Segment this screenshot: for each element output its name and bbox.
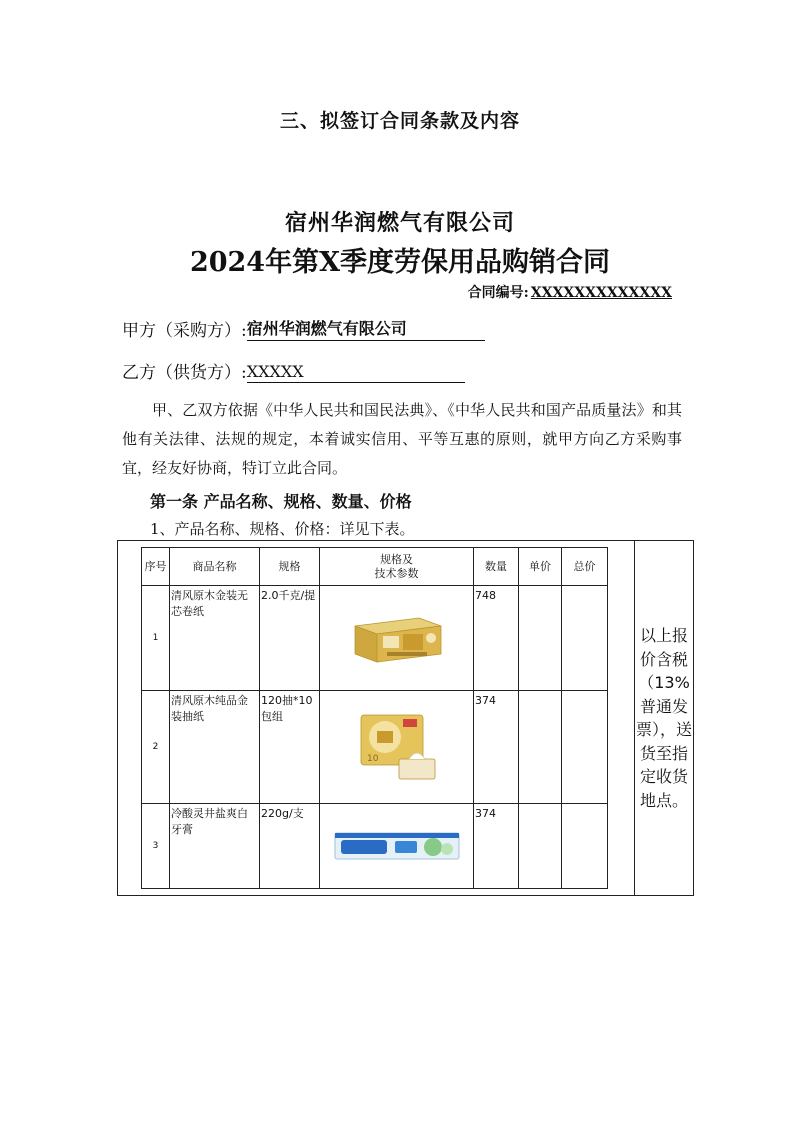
contract-number	[468, 282, 672, 302]
party-a-label: 甲方（采购方）:	[122, 321, 247, 341]
table-row	[142, 804, 608, 889]
party-b-value: XXXXX	[247, 362, 465, 383]
toilet-roll-pack-icon	[349, 612, 445, 664]
party-a-value: 宿州华润燃气有限公司	[247, 316, 485, 341]
table-frame-divider	[634, 540, 635, 896]
header-index: 序号	[142, 548, 170, 586]
row-unit-price	[519, 804, 562, 889]
header-unit-price: 单价	[519, 548, 562, 586]
row-spec: 120抽*10包组	[260, 691, 320, 804]
row-total-price	[562, 586, 608, 691]
contract-number-label: 合同编号:	[467, 285, 529, 301]
row-name: 清风原木纯品金装抽纸	[170, 691, 260, 804]
row-quantity: 374	[474, 804, 519, 889]
header-total-price: 总价	[562, 548, 608, 586]
header-tech-line1: 规格及	[380, 552, 413, 566]
row-spec: 2.0千克/提	[260, 586, 320, 691]
tissue-pack-icon	[320, 691, 474, 804]
company-name: 宿州华润燃气有限公司	[284, 210, 515, 236]
row-name: 冷酸灵井盐爽白牙膏	[170, 804, 260, 889]
contract-title: 2024年第X季度劳保用品购销合同	[189, 247, 611, 278]
party-b-label: 乙方（供货方）:	[122, 363, 247, 383]
table-row	[142, 691, 608, 804]
toothpaste-icon	[333, 829, 461, 863]
table-header-row	[142, 548, 608, 586]
header-name: 商品名称	[170, 548, 260, 586]
clause-1: 1、产品名称、规格、价格：详见下表。	[150, 520, 415, 538]
row-spec: 220g/支	[260, 804, 320, 889]
toothpaste-icon	[320, 804, 474, 889]
row-unit-price	[519, 586, 562, 691]
intro-paragraph: 甲、乙双方依据《中华人民共和国民法典》、《中华人民共和国产品质量法》和其他有关法律、法规的规定，本着诚实信用、平等互惠的原则，就甲方向乙方采购事宜，经友好协商，特订立此合同。	[122, 401, 682, 477]
article-1-title: 第一条 产品名称、规格、数量、价格	[150, 492, 412, 511]
header-spec: 规格	[260, 548, 320, 586]
header-quantity: 数量	[474, 548, 519, 586]
row-total-price	[562, 691, 608, 804]
tissue-pack-icon	[353, 709, 441, 785]
header-tech-line2: 技术参数	[374, 566, 419, 580]
row-unit-price	[519, 691, 562, 804]
row-index: 2	[142, 691, 170, 804]
contract-number-value: XXXXXXXXXXXXX	[530, 285, 672, 301]
toilet-roll-pack-icon	[320, 586, 474, 691]
section-heading: 三、拟签订合同条款及内容	[279, 110, 520, 132]
party-a-row	[122, 316, 485, 341]
svg-text:10: 10	[366, 754, 378, 764]
row-quantity: 748	[474, 586, 519, 691]
row-index: 1	[142, 586, 170, 691]
table-row	[142, 586, 608, 691]
row-name: 清风原木金装无芯卷纸	[170, 586, 260, 691]
row-index: 3	[142, 804, 170, 889]
party-b-row	[122, 358, 465, 383]
product-table	[141, 547, 608, 889]
row-quantity: 374	[474, 691, 519, 804]
header-tech	[320, 548, 474, 586]
row-total-price	[562, 804, 608, 889]
side-note: 以上报价含税（13%普通发票），送货至指定收货地点。	[636, 626, 693, 810]
